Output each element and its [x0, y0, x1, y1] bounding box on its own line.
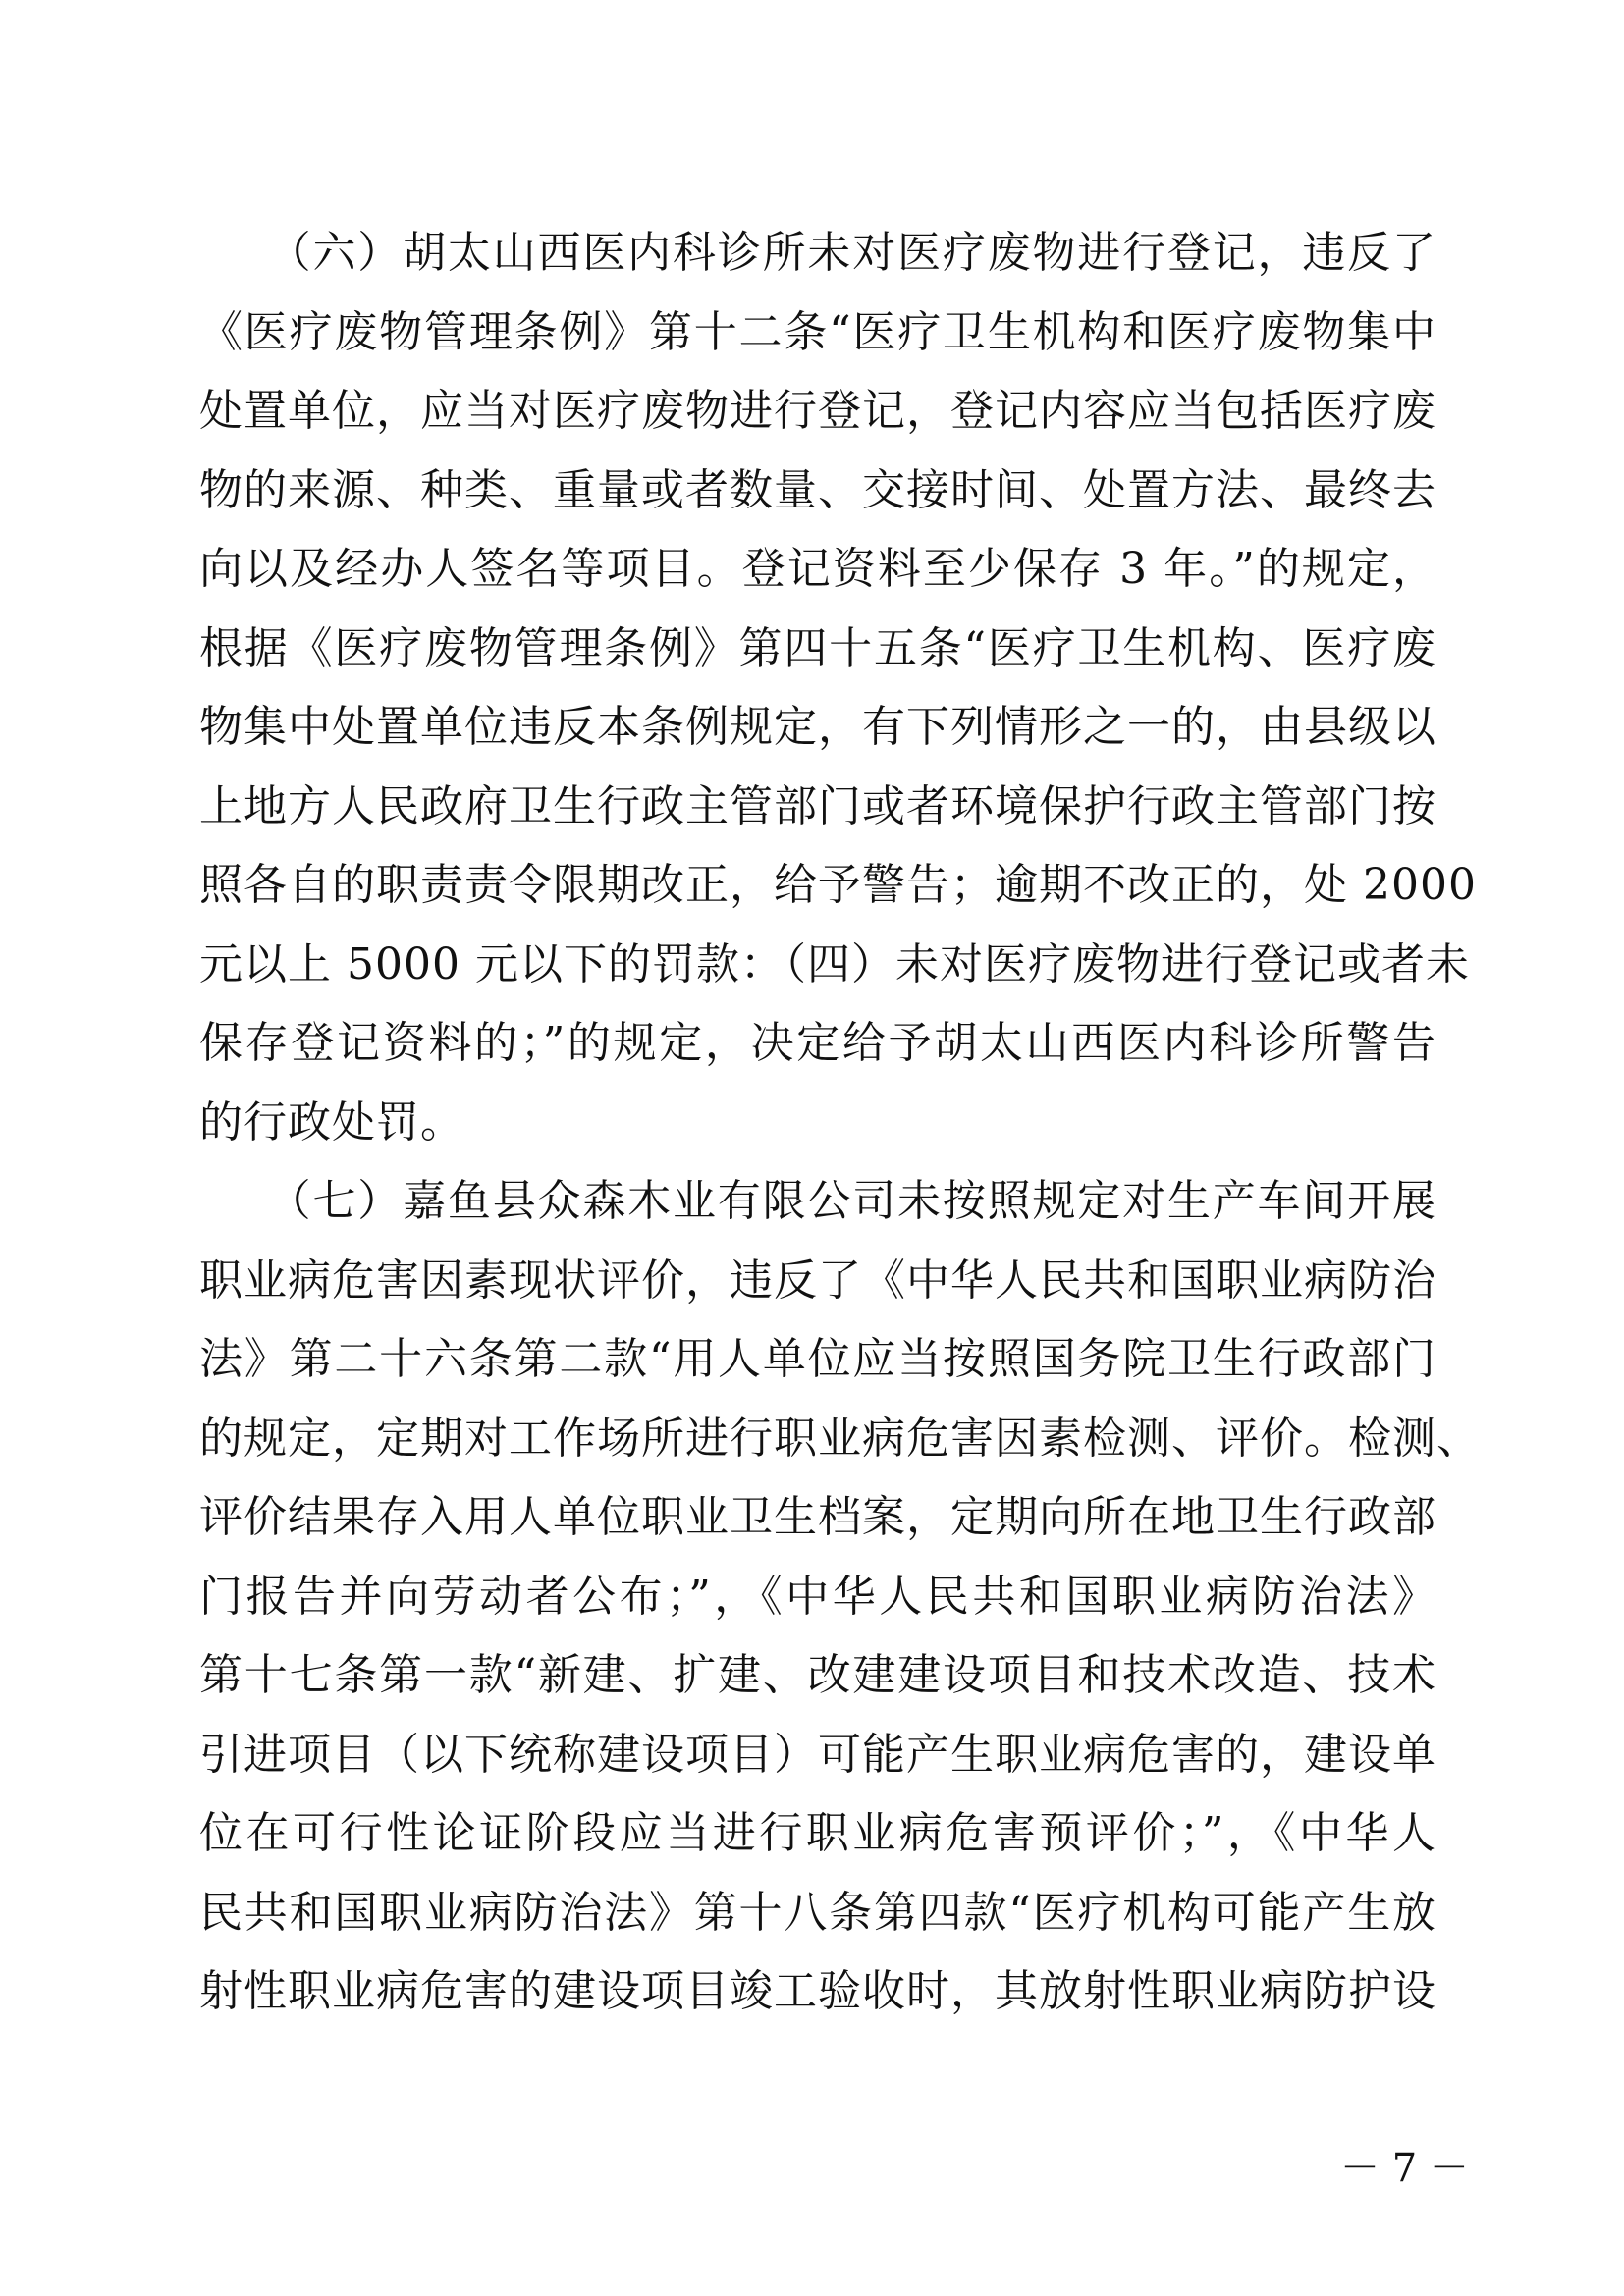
text-line-20: 引进项目（以下统称建设项目）可能产生职业病危害的，建设单	[199, 1729, 1436, 1780]
text-line-3: 处置单位，应当对医疗废物进行登记，登记内容应当包括医疗废	[199, 386, 1436, 436]
text-line-23: 射性职业病危害的建设项目竣工验收时，其放射性职业病防护设	[199, 1966, 1436, 2016]
text-line-15: 法》第二十六条第二款“用人单位应当按照国务院卫生行政部门	[199, 1334, 1436, 1384]
text-line-21: 位在可行性论证阶段应当进行职业病危害预评价；”，《中华人	[199, 1808, 1436, 1858]
text-line-4: 物的来源、种类、重量或者数量、交接时间、处置方法、最终去	[199, 464, 1436, 515]
text-line-11: 保存登记资料的；”的规定，决定给予胡太山西医内科诊所警告	[199, 1018, 1436, 1068]
text-line-16: 的规定，定期对工作场所进行职业病危害因素检测、评价。检测、	[199, 1413, 1481, 1464]
text-line-22: 民共和国职业病防治法》第十八条第四款“医疗机构可能产生放	[199, 1887, 1436, 1938]
text-line-9: 照各自的职责责令限期改正，给予警告；逾期不改正的，处 2000	[199, 860, 1477, 910]
text-line-18: 门报告并向劳动者公布；”，《中华人民共和国职业病防治法》	[199, 1571, 1436, 1622]
text-line-12: 的行政处罚。	[199, 1096, 464, 1148]
text-line-19: 第十七条第一款“新建、扩建、改建建设项目和技术改造、技术	[199, 1650, 1436, 1700]
body-text	[199, 214, 1481, 2032]
text-line-8: 上地方人民政府卫生行政主管部门或者环境保护行政主管部门按	[199, 780, 1436, 831]
text-line-2: 《医疗废物管理条例》第十二条“医疗卫生机构和医疗废物集中	[199, 306, 1436, 357]
text-line-10: 元以上 5000 元以下的罚款：（四）未对医疗废物进行登记或者未	[199, 938, 1470, 989]
text-line-14: 职业病危害因素现状评价，违反了《中华人民共和国职业病防治	[199, 1255, 1436, 1306]
text-line-7: 物集中处置单位违反本条例规定，有下列情形之一的，由县级以	[199, 702, 1436, 752]
text-line-5: 向以及经办人签名等项目。登记资料至少保存 3 年。”的规定，	[199, 544, 1436, 594]
page-number: － 7 －	[1340, 2146, 1469, 2191]
text-line-13: （七）嘉鱼县众森木业有限公司未按照规定对生产车间开展	[199, 1176, 1436, 1226]
text-line-1: （六）胡太山西医内科诊所未对医疗废物进行登记，违反了	[199, 228, 1436, 278]
text-line-6: 根据《医疗废物管理条例》第四十五条“医疗卫生机构、医疗废	[199, 622, 1436, 673]
text-line-17: 评价结果存入用人单位职业卫生档案，定期向所在地卫生行政部	[199, 1492, 1436, 1542]
